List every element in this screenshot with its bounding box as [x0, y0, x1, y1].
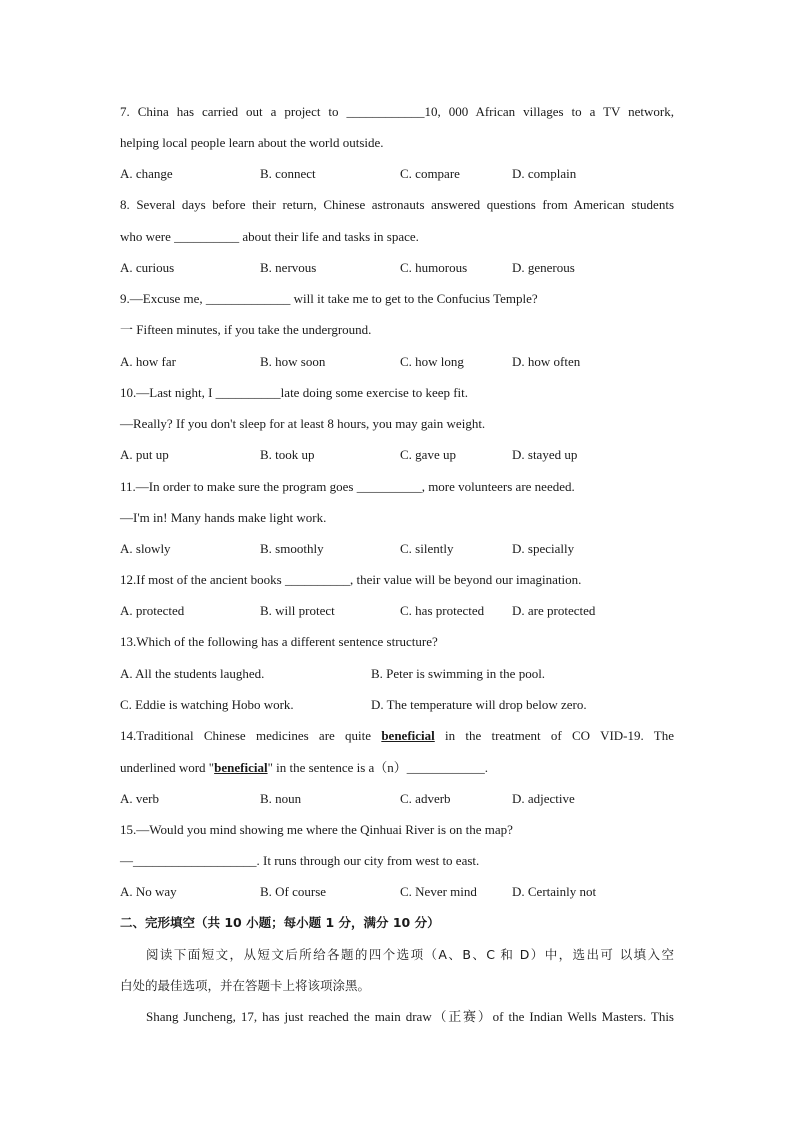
question-13-stem: 13.Which of the following has a different sentence structure? — [120, 634, 438, 649]
option-a: A. No way — [120, 884, 177, 899]
section-2-instructions: 阅读下面短文，从短文后所给各题的四个选项（A、B、C 和 D）中，选出可 以填入空 — [146, 947, 674, 962]
option-b: B. how soon — [260, 354, 326, 369]
question-11-reply: —I'm in! Many hands make light work. — [120, 510, 327, 525]
question-15-options — [120, 882, 674, 902]
q14-text-pre: 14.Traditional Chinese medicines are quite — [120, 728, 382, 743]
option-a: A. put up — [120, 447, 169, 462]
option-a: A. verb — [120, 791, 159, 806]
option-c: C. Never mind — [400, 884, 477, 899]
question-11-options — [120, 539, 674, 559]
option-a: A. slowly — [120, 541, 171, 556]
question-10-reply: —Really? If you don't sleep for at least 8 hours, you may gain weight. — [120, 416, 486, 431]
question-14-stem — [120, 726, 674, 746]
section-2-heading: 二、完形填空（共 10 小题；每小题 1 分，满分 10 分） — [120, 915, 440, 930]
question-13-options-row1 — [120, 664, 674, 684]
option-a: A. curious — [120, 260, 175, 275]
option-d: D. Certainly not — [512, 884, 597, 899]
question-11-stem: 11.—In order to make sure the program goes __________, more volunteers are needed. — [120, 479, 575, 494]
question-7-stem: 7. China has carried out a project to ____________10, 000 African villages to a TV network, — [120, 104, 674, 119]
option-c: C. Eddie is watching Hobo work. — [120, 697, 294, 712]
option-c: C. how long — [400, 354, 464, 369]
option-d: D. The temperature will drop below zero. — [371, 697, 587, 712]
option-d: D. complain — [512, 166, 577, 181]
question-13-options-row2 — [120, 695, 674, 715]
option-d: D. generous — [512, 260, 575, 275]
q14-text2-post: " in the sentence is a（n）____________. — [267, 760, 489, 775]
option-b: B. Peter is swimming in the pool. — [371, 666, 546, 681]
question-10-options — [120, 445, 674, 465]
question-7-options — [120, 164, 674, 184]
question-8-stem: 8. Several days before their return, Chinese astronauts answered questions from American students — [120, 197, 674, 212]
option-b: B. noun — [260, 791, 302, 806]
question-9-reply: 一 Fifteen minutes, if you take the underground. — [120, 322, 372, 337]
q14-text2-pre: underlined word " — [120, 760, 215, 775]
question-15-reply: —___________________. It runs through our city from west to east. — [120, 853, 480, 868]
option-b: B. Of course — [260, 884, 327, 899]
option-d: D. adjective — [512, 791, 575, 806]
option-a: A. protected — [120, 603, 185, 618]
underlined-word: beneficial — [381, 728, 435, 743]
option-c: C. has protected — [400, 603, 485, 618]
option-c: C. silently — [400, 541, 454, 556]
cloze-passage-line: Shang Juncheng, 17, has just reached the main draw（正赛）of the Indian Wells Masters. This — [146, 1009, 674, 1024]
q14-text-post: in the treatment of CO VID-19. The — [434, 728, 675, 743]
question-8-options — [120, 258, 674, 278]
question-12-options — [120, 601, 674, 621]
option-a: A. change — [120, 166, 173, 181]
question-14-options — [120, 789, 674, 809]
question-15-stem: 15.—Would you mind showing me where the Qinhuai River is on the map? — [120, 822, 513, 837]
option-b: B. took up — [260, 447, 315, 462]
option-a: A. how far — [120, 354, 176, 369]
option-b: B. connect — [260, 166, 316, 181]
question-12-stem: 12.If most of the ancient books __________, their value will be beyond our imagination. — [120, 572, 582, 587]
option-c: C. compare — [400, 166, 460, 181]
option-a: A. All the students laughed. — [120, 666, 265, 681]
question-9-options — [120, 352, 674, 372]
option-c: C. adverb — [400, 791, 451, 806]
option-d: D. specially — [512, 541, 575, 556]
section-2-instructions-cont: 白处的最佳选项，并在答题卡上将该项涂黑。 — [120, 978, 371, 993]
question-14-stem-cont — [120, 758, 674, 778]
question-9-stem: 9.—Excuse me, _____________ will it take me to get to the Confucius Temple? — [120, 291, 538, 306]
option-b: B. will protect — [260, 603, 335, 618]
option-d: D. are protected — [512, 603, 596, 618]
option-b: B. nervous — [260, 260, 317, 275]
option-d: D. stayed up — [512, 447, 578, 462]
underlined-word-quoted: beneficial — [214, 760, 268, 775]
option-b: B. smoothly — [260, 541, 324, 556]
option-c: C. gave up — [400, 447, 456, 462]
option-d: D. how often — [512, 354, 581, 369]
question-10-stem: 10.—Last night, I __________late doing some exercise to keep fit. — [120, 385, 469, 400]
option-c: C. humorous — [400, 260, 468, 275]
question-8-stem-cont: who were __________ about their life and tasks in space. — [120, 229, 419, 244]
question-7-stem-cont: helping local people learn about the world outside. — [120, 135, 384, 150]
